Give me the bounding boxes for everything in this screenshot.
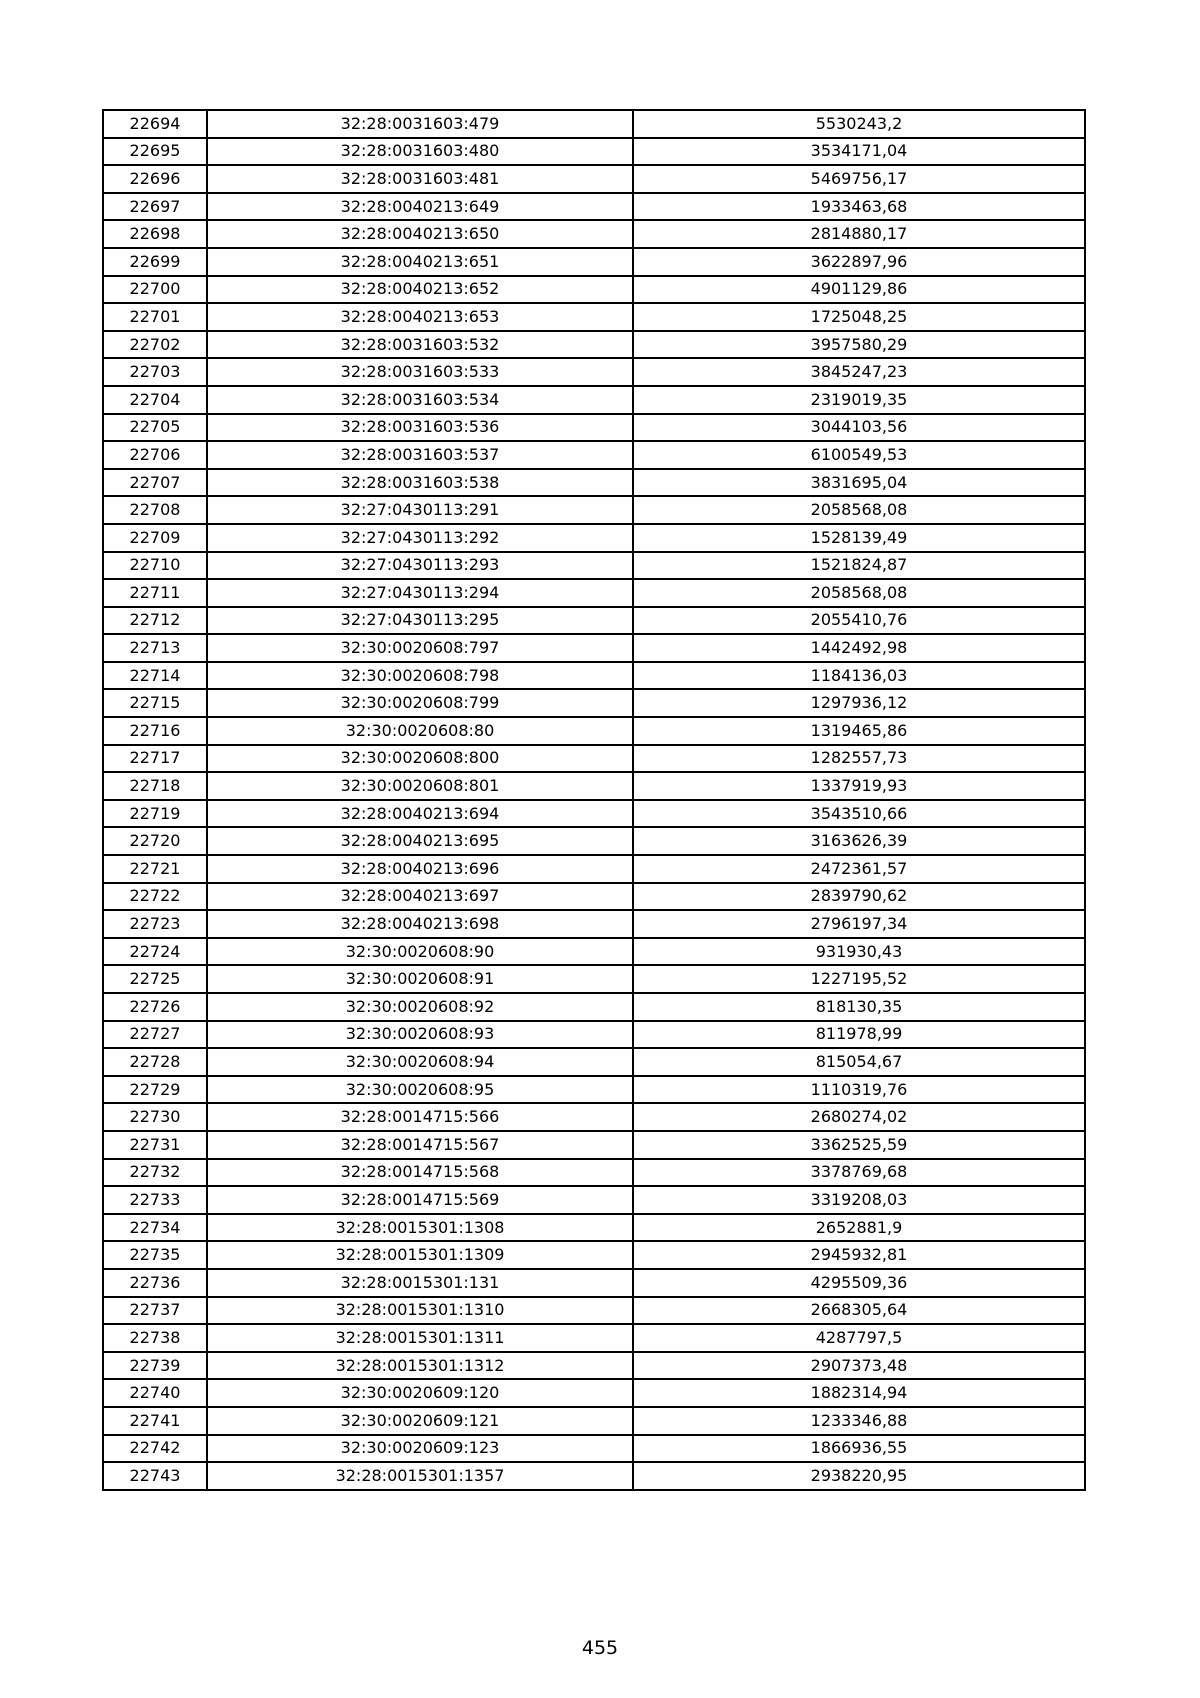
row-number-cell: 22740	[103, 1379, 207, 1407]
table-row	[103, 138, 1085, 166]
value-cell: 3362525,59	[633, 1131, 1085, 1159]
page-number: 455	[581, 1637, 619, 1659]
cadastral-number-cell: 32:30:0020608:94	[207, 1048, 633, 1076]
row-number-cell: 22726	[103, 993, 207, 1021]
cadastral-number-cell: 32:27:0430113:292	[207, 524, 633, 552]
row-number-cell: 22715	[103, 689, 207, 717]
row-number-cell: 22742	[103, 1435, 207, 1463]
cadastral-number-cell: 32:28:0015301:1308	[207, 1214, 633, 1242]
row-number-cell: 22738	[103, 1324, 207, 1352]
cadastral-number-cell: 32:28:0015301:131	[207, 1269, 633, 1297]
table-row	[103, 1076, 1085, 1104]
value-cell: 3163626,39	[633, 827, 1085, 855]
row-number-cell: 22743	[103, 1462, 207, 1490]
table-row	[103, 276, 1085, 304]
cadastral-number-cell: 32:28:0040213:650	[207, 220, 633, 248]
value-cell: 1882314,94	[633, 1379, 1085, 1407]
table-row	[103, 1297, 1085, 1325]
value-cell: 2058568,08	[633, 579, 1085, 607]
table-row	[103, 303, 1085, 331]
row-number-cell: 22734	[103, 1214, 207, 1242]
table-row	[103, 248, 1085, 276]
cadastral-number-cell: 32:27:0430113:294	[207, 579, 633, 607]
value-cell: 2839790,62	[633, 883, 1085, 911]
table-row	[103, 607, 1085, 635]
cadastral-number-cell: 32:28:0040213:695	[207, 827, 633, 855]
cadastral-number-cell: 32:30:0020608:800	[207, 745, 633, 773]
table-row	[103, 193, 1085, 221]
cadastral-number-cell: 32:28:0014715:567	[207, 1131, 633, 1159]
table-row	[103, 938, 1085, 966]
table-row	[103, 855, 1085, 883]
cadastral-number-cell: 32:30:0020608:80	[207, 717, 633, 745]
cadastral-number-cell: 32:28:0015301:1310	[207, 1297, 633, 1325]
cadastral-number-cell: 32:27:0430113:293	[207, 552, 633, 580]
row-number-cell: 22737	[103, 1297, 207, 1325]
table-row	[103, 220, 1085, 248]
value-cell: 1337919,93	[633, 772, 1085, 800]
cadastral-number-cell: 32:30:0020608:95	[207, 1076, 633, 1104]
value-cell: 4287797,5	[633, 1324, 1085, 1352]
table-row	[103, 883, 1085, 911]
table-row	[103, 993, 1085, 1021]
value-cell: 1866936,55	[633, 1435, 1085, 1463]
value-cell: 2907373,48	[633, 1352, 1085, 1380]
row-number-cell: 22698	[103, 220, 207, 248]
row-number-cell: 22719	[103, 800, 207, 828]
row-number-cell: 22709	[103, 524, 207, 552]
value-cell: 2680274,02	[633, 1103, 1085, 1131]
table-row	[103, 1103, 1085, 1131]
table-row	[103, 496, 1085, 524]
cadastral-number-cell: 32:28:0015301:1311	[207, 1324, 633, 1352]
row-number-cell: 22720	[103, 827, 207, 855]
value-cell: 3622897,96	[633, 248, 1085, 276]
value-cell: 2796197,34	[633, 910, 1085, 938]
table-row	[103, 965, 1085, 993]
row-number-cell: 22707	[103, 469, 207, 497]
row-number-cell: 22710	[103, 552, 207, 580]
value-cell: 1933463,68	[633, 193, 1085, 221]
row-number-cell: 22701	[103, 303, 207, 331]
row-number-cell: 22700	[103, 276, 207, 304]
row-number-cell: 22735	[103, 1241, 207, 1269]
row-number-cell: 22741	[103, 1407, 207, 1435]
table-row	[103, 579, 1085, 607]
value-cell: 2938220,95	[633, 1462, 1085, 1490]
row-number-cell: 22697	[103, 193, 207, 221]
row-number-cell: 22724	[103, 938, 207, 966]
value-cell: 5530243,2	[633, 110, 1085, 138]
value-cell: 1319465,86	[633, 717, 1085, 745]
row-number-cell: 22695	[103, 138, 207, 166]
value-cell: 2945932,81	[633, 1241, 1085, 1269]
value-cell: 2472361,57	[633, 855, 1085, 883]
value-cell: 3831695,04	[633, 469, 1085, 497]
value-cell: 815054,67	[633, 1048, 1085, 1076]
row-number-cell: 22733	[103, 1186, 207, 1214]
table-row	[103, 717, 1085, 745]
row-number-cell: 22729	[103, 1076, 207, 1104]
cadastral-number-cell: 32:30:0020608:93	[207, 1021, 633, 1049]
value-cell: 4295509,36	[633, 1269, 1085, 1297]
row-number-cell: 22722	[103, 883, 207, 911]
cadastral-number-cell: 32:30:0020608:801	[207, 772, 633, 800]
table-row	[103, 358, 1085, 386]
table-row	[103, 1241, 1085, 1269]
cadastral-number-cell: 32:28:0040213:653	[207, 303, 633, 331]
value-cell: 3319208,03	[633, 1186, 1085, 1214]
row-number-cell: 22713	[103, 634, 207, 662]
row-number-cell: 22723	[103, 910, 207, 938]
value-cell: 1297936,12	[633, 689, 1085, 717]
value-cell: 2668305,64	[633, 1297, 1085, 1325]
row-number-cell: 22718	[103, 772, 207, 800]
cadastral-number-cell: 32:30:0020608:799	[207, 689, 633, 717]
table-row	[103, 110, 1085, 138]
row-number-cell: 22712	[103, 607, 207, 635]
value-cell: 2055410,76	[633, 607, 1085, 635]
table-row	[103, 1214, 1085, 1242]
cadastral-number-cell: 32:28:0015301:1312	[207, 1352, 633, 1380]
table-row	[103, 772, 1085, 800]
table-row	[103, 689, 1085, 717]
value-cell: 4901129,86	[633, 276, 1085, 304]
cadastral-number-cell: 32:28:0014715:568	[207, 1159, 633, 1187]
value-cell: 1184136,03	[633, 662, 1085, 690]
value-cell: 5469756,17	[633, 165, 1085, 193]
table-row	[103, 1352, 1085, 1380]
value-cell: 1282557,73	[633, 745, 1085, 773]
cadastral-number-cell: 32:28:0040213:697	[207, 883, 633, 911]
value-cell: 2652881,9	[633, 1214, 1085, 1242]
table-row	[103, 1379, 1085, 1407]
table-row	[103, 1269, 1085, 1297]
row-number-cell: 22725	[103, 965, 207, 993]
table-row	[103, 827, 1085, 855]
value-cell: 3044103,56	[633, 414, 1085, 442]
row-number-cell: 22730	[103, 1103, 207, 1131]
row-number-cell: 22731	[103, 1131, 207, 1159]
value-cell: 6100549,53	[633, 441, 1085, 469]
row-number-cell: 22728	[103, 1048, 207, 1076]
table-row	[103, 552, 1085, 580]
value-cell: 3378769,68	[633, 1159, 1085, 1187]
cadastral-number-cell: 32:30:0020608:92	[207, 993, 633, 1021]
value-cell: 3957580,29	[633, 331, 1085, 359]
table-row	[103, 634, 1085, 662]
value-cell: 3543510,66	[633, 800, 1085, 828]
table-body	[103, 110, 1085, 1490]
value-cell: 2058568,08	[633, 496, 1085, 524]
value-cell: 818130,35	[633, 993, 1085, 1021]
cadastral-number-cell: 32:28:0040213:651	[207, 248, 633, 276]
value-cell: 811978,99	[633, 1021, 1085, 1049]
table-row	[103, 800, 1085, 828]
value-cell: 1227195,52	[633, 965, 1085, 993]
cadastral-number-cell: 32:28:0040213:694	[207, 800, 633, 828]
table-row	[103, 1462, 1085, 1490]
table-row	[103, 745, 1085, 773]
cadastral-number-cell: 32:30:0020608:91	[207, 965, 633, 993]
cadastral-number-cell: 32:28:0040213:649	[207, 193, 633, 221]
table-row	[103, 386, 1085, 414]
cadastral-number-cell: 32:28:0031603:537	[207, 441, 633, 469]
cadastral-number-cell: 32:30:0020609:121	[207, 1407, 633, 1435]
table-row	[103, 1186, 1085, 1214]
table-row	[103, 414, 1085, 442]
row-number-cell: 22696	[103, 165, 207, 193]
row-number-cell: 22711	[103, 579, 207, 607]
value-cell: 1110319,76	[633, 1076, 1085, 1104]
row-number-cell: 22704	[103, 386, 207, 414]
cadastral-number-cell: 32:28:0014715:569	[207, 1186, 633, 1214]
row-number-cell: 22736	[103, 1269, 207, 1297]
row-number-cell: 22706	[103, 441, 207, 469]
table-row	[103, 331, 1085, 359]
table-row	[103, 441, 1085, 469]
table-row	[103, 469, 1085, 497]
table-row	[103, 1159, 1085, 1187]
value-cell: 931930,43	[633, 938, 1085, 966]
cadastral-number-cell: 32:30:0020608:90	[207, 938, 633, 966]
row-number-cell: 22727	[103, 1021, 207, 1049]
cadastral-number-cell: 32:28:0015301:1309	[207, 1241, 633, 1269]
row-number-cell: 22702	[103, 331, 207, 359]
value-cell: 1442492,98	[633, 634, 1085, 662]
table-row	[103, 1048, 1085, 1076]
table-row	[103, 1407, 1085, 1435]
row-number-cell: 22721	[103, 855, 207, 883]
value-cell: 1528139,49	[633, 524, 1085, 552]
row-number-cell: 22694	[103, 110, 207, 138]
cadastral-number-cell: 32:28:0040213:696	[207, 855, 633, 883]
cadastral-number-cell: 32:28:0031603:533	[207, 358, 633, 386]
row-number-cell: 22699	[103, 248, 207, 276]
table-row	[103, 1324, 1085, 1352]
cadastral-number-cell: 32:28:0031603:538	[207, 469, 633, 497]
row-number-cell: 22732	[103, 1159, 207, 1187]
cadastral-number-cell: 32:30:0020609:123	[207, 1435, 633, 1463]
table-row	[103, 1021, 1085, 1049]
cadastral-number-cell: 32:28:0031603:480	[207, 138, 633, 166]
value-cell: 1233346,88	[633, 1407, 1085, 1435]
table-row	[103, 662, 1085, 690]
cadastral-number-cell: 32:28:0031603:536	[207, 414, 633, 442]
cadastral-number-cell: 32:28:0031603:534	[207, 386, 633, 414]
row-number-cell: 22716	[103, 717, 207, 745]
row-number-cell: 22714	[103, 662, 207, 690]
cadastral-number-cell: 32:28:0015301:1357	[207, 1462, 633, 1490]
cadastral-number-cell: 32:27:0430113:295	[207, 607, 633, 635]
value-cell: 3845247,23	[633, 358, 1085, 386]
cadastral-number-cell: 32:28:0014715:566	[207, 1103, 633, 1131]
cadastral-number-cell: 32:28:0040213:698	[207, 910, 633, 938]
row-number-cell: 22708	[103, 496, 207, 524]
value-cell: 1521824,87	[633, 552, 1085, 580]
cadastral-number-cell: 32:27:0430113:291	[207, 496, 633, 524]
row-number-cell: 22739	[103, 1352, 207, 1380]
row-number-cell: 22705	[103, 414, 207, 442]
table-row	[103, 1435, 1085, 1463]
cadastral-number-cell: 32:30:0020609:120	[207, 1379, 633, 1407]
row-number-cell: 22703	[103, 358, 207, 386]
cadastral-number-cell: 32:28:0031603:481	[207, 165, 633, 193]
value-cell: 3534171,04	[633, 138, 1085, 166]
table-row	[103, 1131, 1085, 1159]
cadastral-number-cell: 32:30:0020608:798	[207, 662, 633, 690]
cadastral-number-cell: 32:30:0020608:797	[207, 634, 633, 662]
table-row	[103, 165, 1085, 193]
table-row	[103, 524, 1085, 552]
row-number-cell: 22717	[103, 745, 207, 773]
cadastral-number-cell: 32:28:0031603:479	[207, 110, 633, 138]
value-cell: 2814880,17	[633, 220, 1085, 248]
data-table	[102, 109, 1086, 1491]
table-row	[103, 910, 1085, 938]
cadastral-number-cell: 32:28:0040213:652	[207, 276, 633, 304]
value-cell: 1725048,25	[633, 303, 1085, 331]
cadastral-number-cell: 32:28:0031603:532	[207, 331, 633, 359]
value-cell: 2319019,35	[633, 386, 1085, 414]
